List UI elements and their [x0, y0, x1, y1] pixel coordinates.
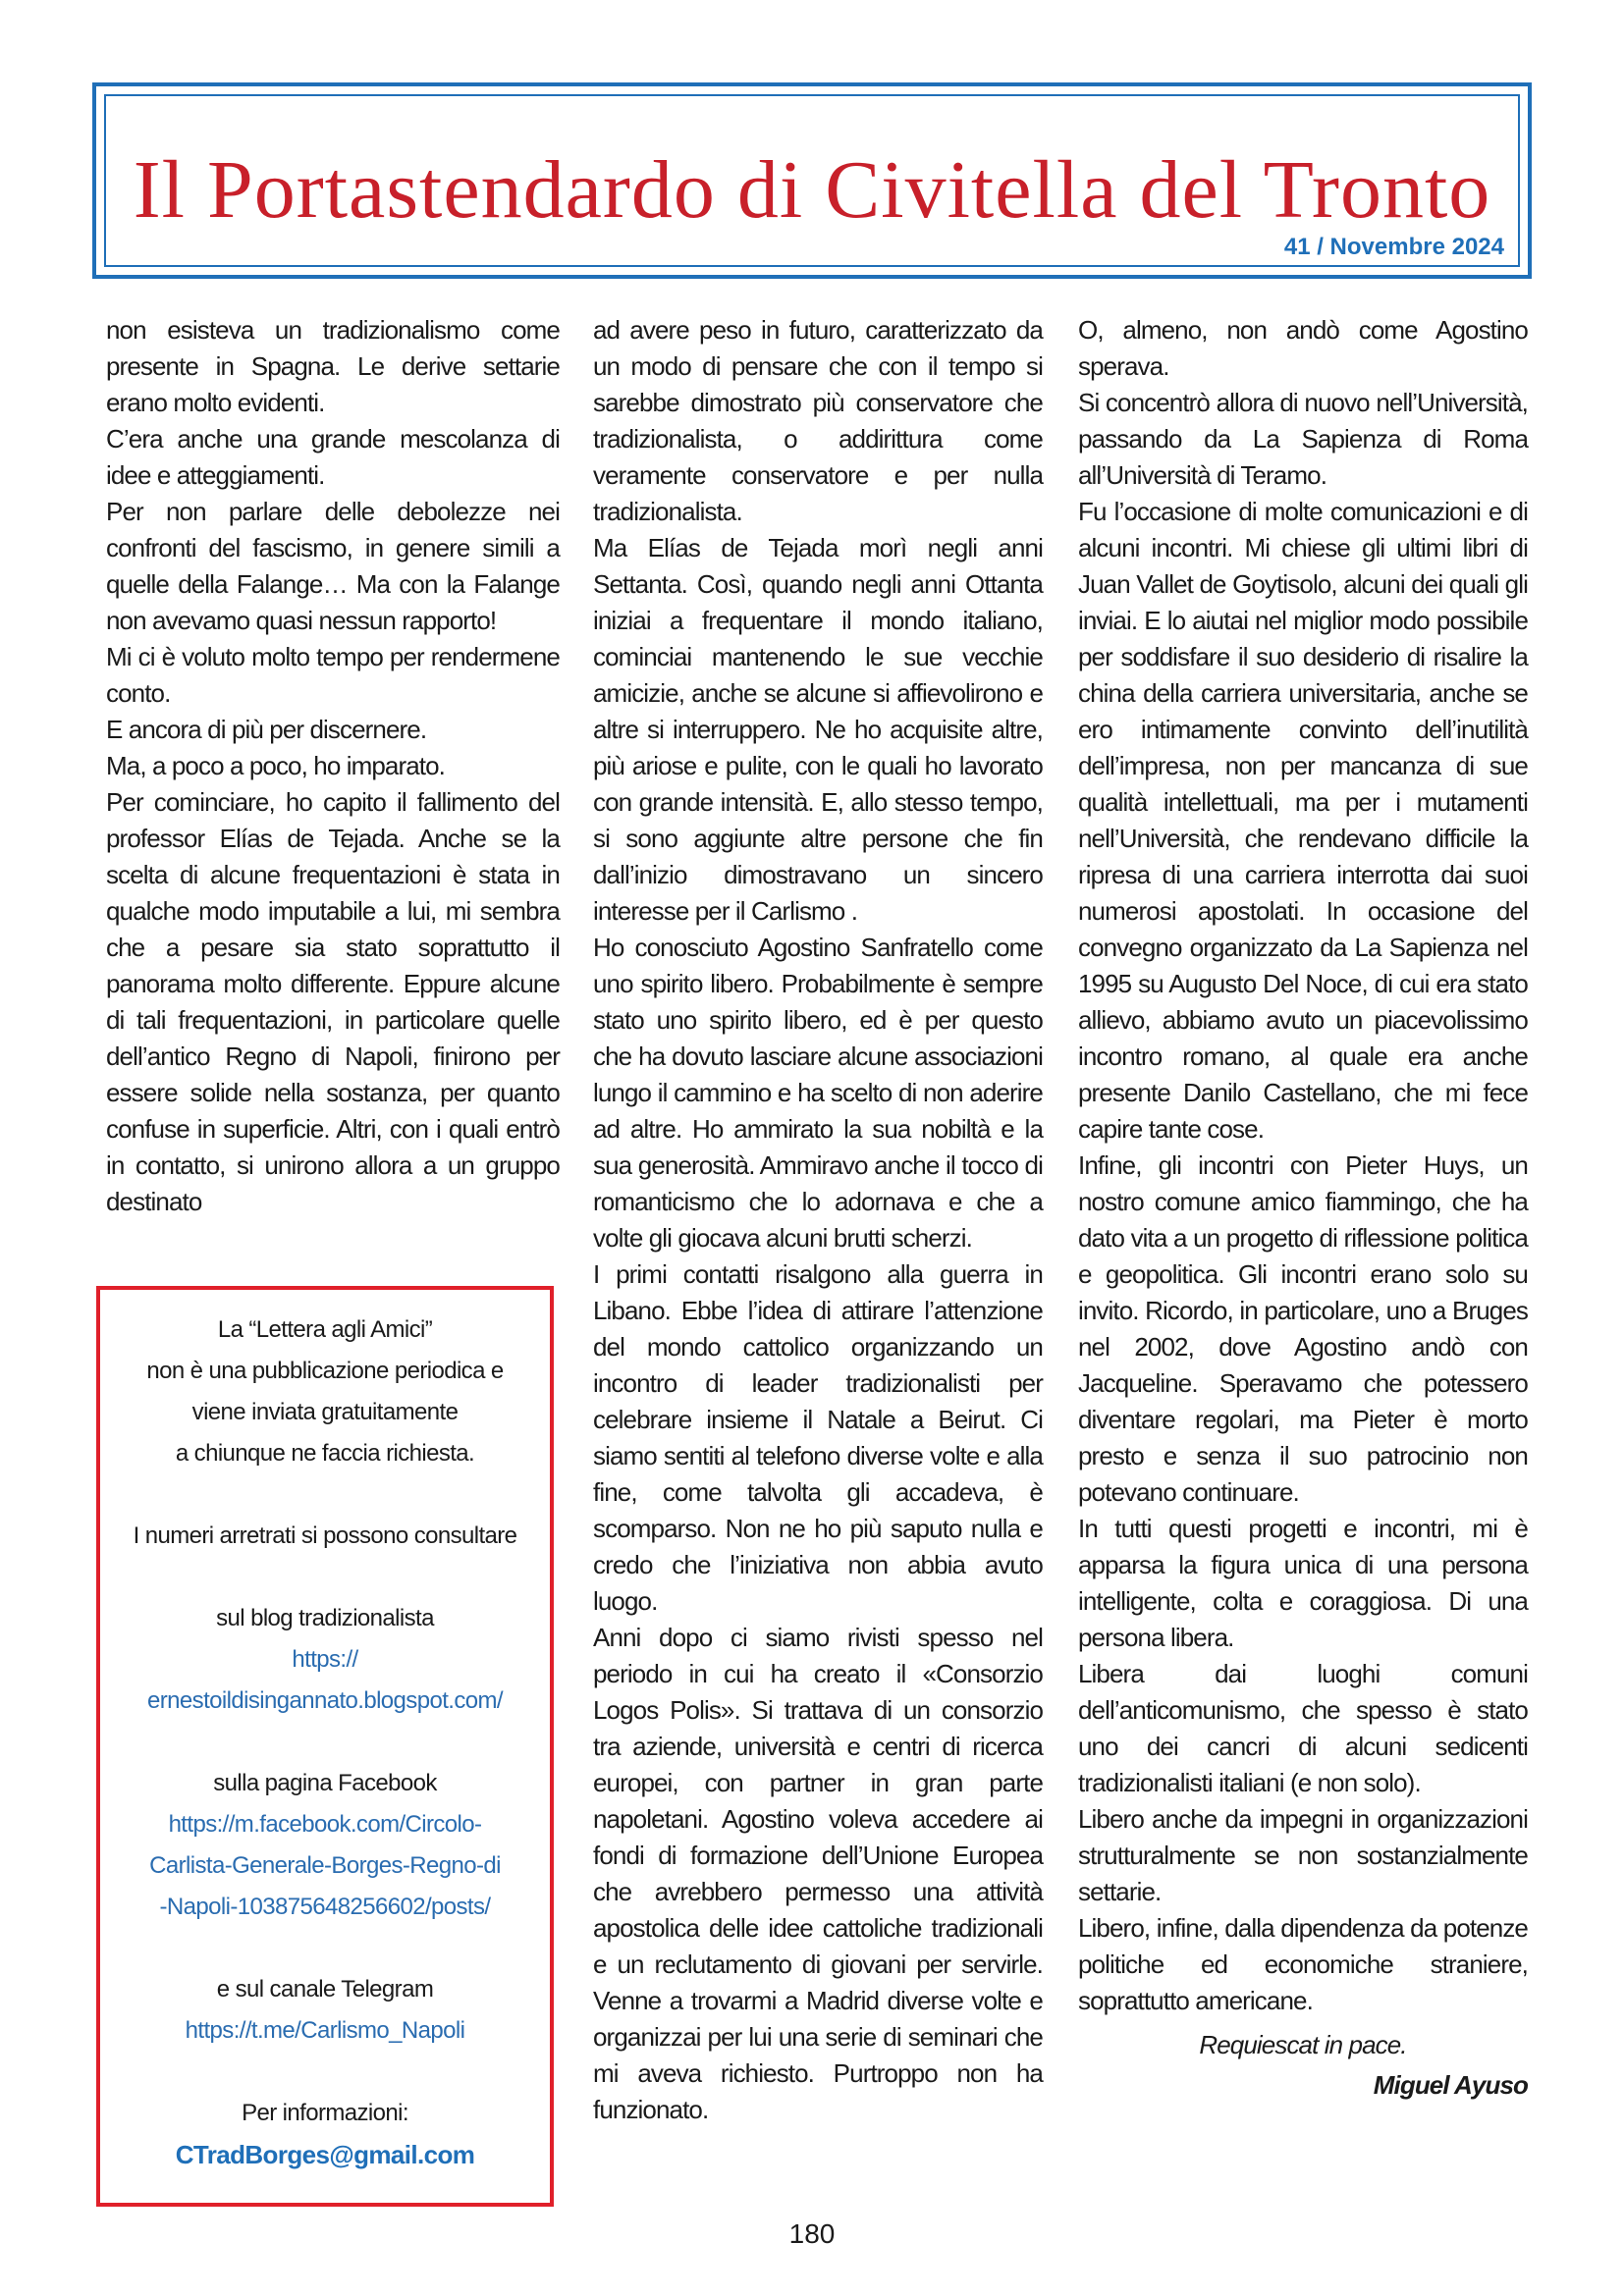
paragraph: Libero, infine, dalla dipendenza da potenze politiche ed economiche straniere, soprattutto americane.	[1078, 1913, 1528, 2015]
info-intro-line: non è una pubblicazione periodica e	[146, 1358, 504, 1384]
paragraph: Ma, a poco a poco, ho imparato.	[106, 751, 445, 780]
masthead-inner-frame	[104, 94, 1520, 267]
telegram-link[interactable]: https://t.me/Carlismo_Napoli	[185, 2017, 465, 2044]
paragraph: Per cominciare, ho capito il fallimento del professor Elías de Tejada. Anche se la scelta di alcune frequentazioni è stata in qualche modo imputabile a lui, mi sembra che a pesare sia stato soprattutto il panorama molto differente. Eppure alcune di tali frequentazioni, in particolare quelle dell’antico Regno di Napoli, finirono per essere solide nella sostanza, per quanto confuse in superficie. Altri, con i quali entrò in contatto, si unirono allora a un gruppo destinato	[106, 787, 560, 1216]
blog-label: sul blog tradizionalista	[216, 1605, 434, 1631]
paragraph: Per non parlare delle debolezze nei confronti del fascismo, in genere simili a quelle della Falange… Ma con la Falange non avevamo quasi nessun rapporto!	[106, 497, 560, 635]
info-intro-line: La “Lettera agli Amici”	[217, 1316, 433, 1343]
info-box	[96, 1286, 554, 2207]
paragraph: Libera dai luoghi comuni dell’anticomunismo, che spesso è stato uno dei cancri di alcuni sedicenti tradizionalisti italiani (e non solo).	[1078, 1659, 1528, 1797]
paragraph: Ma Elías de Tejada morì negli anni Settanta. Così, quando negli anni Ottanta iniziai a frequentare il mondo italiano, cominciai mantenendo le sue vecchie amicizie, anche se alcune si affievolirono e altre si interruppero. Ne ho acquisite altre, più ariose e pulite, con le quali ho lavorato con grande intensità. E, allo stesso tempo, si sono aggiunte altre persone che fin dall’inizio dimostravano un sincero interesse per il Carlismo .	[593, 533, 1043, 926]
info-contact-label: Per informazioni:	[242, 2100, 408, 2126]
page-number: 180	[788, 2218, 836, 2249]
issue-label: 41 / Novembre 2024	[1283, 234, 1504, 260]
paragraph: O, almeno, non andò come Agostino sperava.	[1078, 315, 1528, 381]
paragraph: Libero anche da impegni in organizzazioni strutturalmente se non sostanzialmente settarie.	[1078, 1804, 1528, 1906]
closing-line: Requiescat in pace.	[1199, 2030, 1407, 2059]
paragraph: Ho conosciuto Agostino Sanfratello come uno spirito libero. Probabilmente è sempre stato uno spirito libero, ed è per questo che ha dovuto lasciare alcune associazioni lungo il cammino e ha scelto di non aderire ad altre. Ho ammirato la sua nobiltà e la sua generosità. Ammiravo anche il tocco di romanticismo che lo adornava e che a volte gli giocava alcuni brutti scherzi.	[593, 933, 1043, 1253]
paragraph: C’era anche una grande mescolanza di idee e atteggiamenti.	[106, 424, 560, 490]
masthead-title: Il Portastendardo di Civitella del Tronto	[133, 144, 1491, 236]
article-column-2	[593, 312, 1043, 2128]
info-intro-line: a chiunque ne faccia richiesta.	[175, 1440, 475, 1467]
masthead	[92, 82, 1532, 279]
telegram-label: e sul canale Telegram	[216, 1976, 434, 2002]
info-back-issues: I numeri arretrati si possono consultare	[133, 1522, 517, 1549]
paragraph: Anni dopo ci siamo rivisti spesso nel periodo in cui ha creato il «Consorzio Logos Polis». Si trattava di un consorzio tra aziende, università e centri di ricerca europei, con partner in gran parte napoletani. Agostino voleva accedere ai fondi di formazione dell’Unione Europea che avrebbero permesso una attività apostolica delle idee cattoliche tradizionali e un reclutamento di giovani per servirle. Venne a trovarmi a Madrid diverse volte e organizzai per lui una serie di seminari che mi aveva richiesto. Purtroppo non ha funzionato.	[593, 1623, 1043, 2124]
paragraph: Si concentrò allora di nuovo nell’Università, passando da La Sapienza di Roma all’Università di Teramo.	[1078, 388, 1528, 490]
paragraph: E ancora di più per discernere.	[106, 715, 427, 744]
blog-link-part[interactable]: ernestoildisingannato.blogspot.com/	[147, 1687, 503, 1714]
paragraph: Infine, gli incontri con Pieter Huys, un nostro comune amico fiammingo, che ha dato vita a un progetto di riflessione politica e geopolitica. Gli incontri erano solo su invito. Ricordo, in particolare, uno a Bruges nel 2002, dove Agostino andò con Jacqueline. Speravamo che potessero diventare regolari, ma Pieter è morto presto e senza il suo patrocinio non potevano continuare.	[1078, 1150, 1528, 1507]
facebook-link-part[interactable]: Carlista-Generale-Borges-Regno-di	[149, 1852, 501, 1879]
paragraph: Mi ci è voluto molto tempo per rendermene conto.	[106, 642, 560, 708]
article-column-1	[106, 312, 560, 1220]
paragraph: Fu l’occasione di molte comunicazioni e di alcuni incontri. Mi chiese gli ultimi libri di Juan Vallet de Goytisolo, alcuni dei quali gli inviai. E lo aiutai nel miglior modo possibile per soddisfare il suo desiderio di risalire la china della carriera universitaria, anche se ero intimamente convinto dell’inutilità dell’impresa, non per mancanza di sue qualità intellettuali, ma per i mutamenti nell’Università, che rendevano difficile la ripresa di una carriera interrotta dai suoi numerosi apostolati. In occasione del convegno organizzato da La Sapienza nel 1995 su Augusto Del Noce, di cui era stato allievo, abbiamo avuto un piacevolissimo incontro romano, al quale era anche presente Danilo Castellano, che mi fece capire tante cose.	[1078, 497, 1528, 1144]
contact-email[interactable]: CTradBorges@gmail.com	[175, 2140, 475, 2169]
facebook-link-part[interactable]: -Napoli-103875648256602/posts/	[159, 1894, 491, 1920]
info-intro-line: viene inviata gratuitamente	[191, 1399, 459, 1425]
author-signature: Miguel Ayuso	[1373, 2070, 1528, 2100]
paragraph: non esisteva un tradizionalismo come presente in Spagna. Le derive settarie erano molto evidenti.	[106, 315, 560, 417]
paragraph: ad avere peso in futuro, caratterizzato da un modo di pensare che con il tempo si sarebbe dimostrato più conservatore che tradizionalista, o addirittura come veramente conservatore e per nulla tradizionalista.	[593, 315, 1043, 526]
facebook-link-part[interactable]: https://m.facebook.com/Circolo-	[168, 1811, 482, 1838]
blog-link-part[interactable]: https://	[292, 1646, 358, 1673]
paragraph: I primi contatti risalgono alla guerra in Libano. Ebbe l’idea di attirare l’attenzione del mondo cattolico organizzando un incontro di leader tradizionalisti per celebrare insieme il Natale a Beirut. Ci siamo sentiti al telefono diverse volte e alla fine, come talvolta gli accadeva, è scomparso. Non ne ho più saputo nulla e credo che l’iniziativa non abbia avuto luogo.	[593, 1259, 1043, 1616]
paragraph: In tutti questi progetti e incontri, mi è apparsa la figura unica di una persona intelligente, colta e coraggiosa. Di una persona libera.	[1078, 1514, 1528, 1652]
facebook-label: sulla pagina Facebook	[213, 1770, 437, 1796]
article-column-3	[1078, 312, 1528, 2104]
